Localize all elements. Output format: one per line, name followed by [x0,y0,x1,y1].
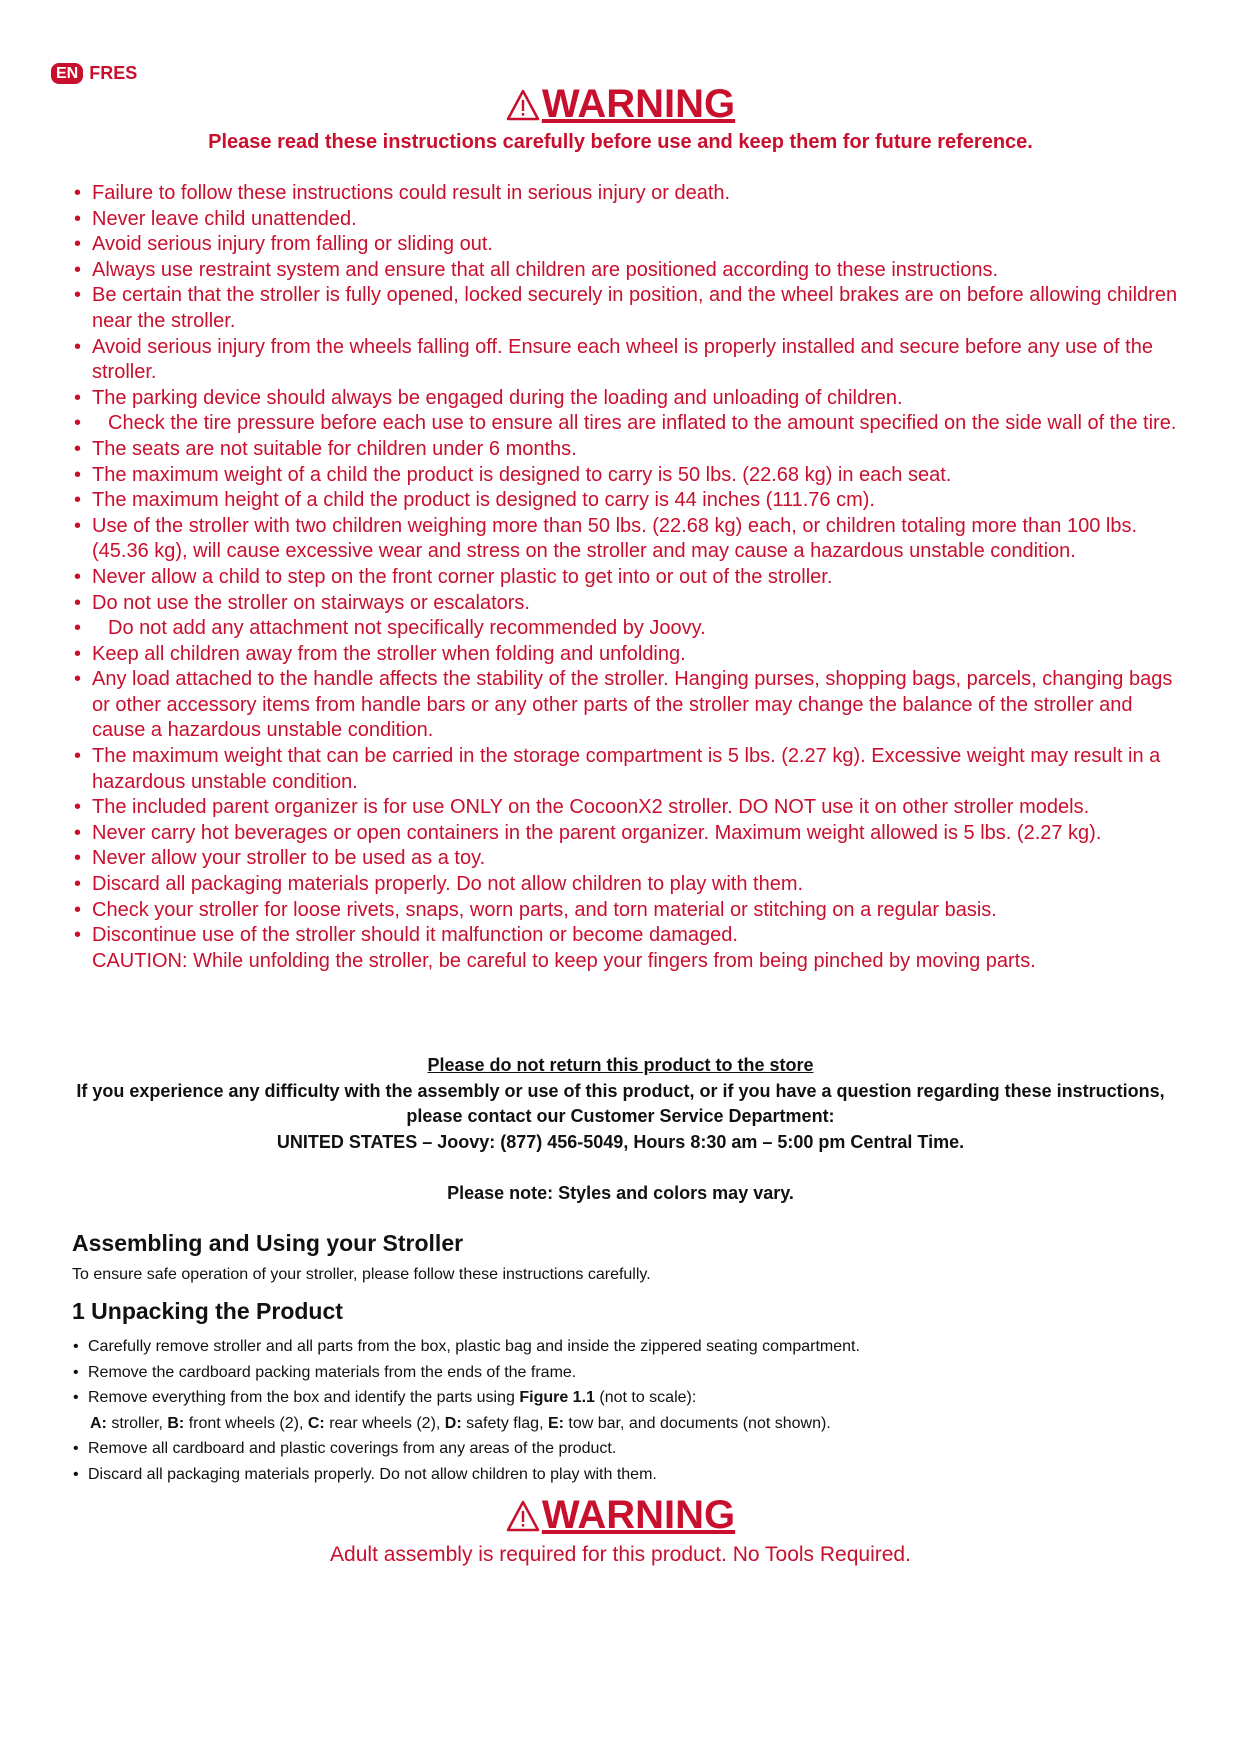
warning-item: • Never leave child unattended. [72,207,1182,233]
warning-item: CAUTION: While unfolding the stroller, be careful to keep your fingers from being pinched by moving parts. [92,949,1036,972]
part-text: rear wheels (2), [324,1414,445,1432]
item-text: Remove everything from the box and identify the parts using [88,1389,520,1407]
unpacking-list [72,1334,1172,1488]
part-text: safety flag, [461,1414,548,1432]
warning-list [72,181,1182,974]
warning-triangle-icon [506,1497,540,1541]
warning-item: • Always use restraint system and ensure that all children are positioned according to these instructions. [72,258,1182,284]
warning-item: • Avoid serious injury from the wheels falling off. Ensure each wheel is properly installed and secure before any use of the stroller. [72,335,1182,386]
warning-item: • Check the tire pressure before each use to ensure all tires are inflated to the amount specified on the side wall of the tire. [72,411,1182,437]
phone-text: UNITED STATES – Joovy: (877) 456-5049, Hours 8:30 am – 5:00 pm Central Time. [276,1131,965,1152]
warning-heading-2 [0,1493,1241,1541]
warning-item: • The included parent organizer is for use ONLY on the CocoonX2 stroller. DO NOT use it on other stroller models. [72,795,1182,821]
styles-note: Please note: Styles and colors may vary. [447,1183,794,1203]
warning-item: • The maximum height of a child the product is designed to carry is 44 inches (111.76 cm). [72,488,1182,514]
warning-item: • Never carry hot beverages or open containers in the parent organizer. Maximum weight allowed is 5 lbs. (2.27 kg). [72,821,1182,847]
part-text: stroller, [106,1414,168,1432]
warning-item: • Keep all children away from the stroller when folding and unfolding. [72,642,1182,668]
warning-item: • The parking device should always be engaged during the loading and unloading of children. [72,386,1182,412]
warning-item: • Discontinue use of the stroller should it malfunction or become damaged. [72,923,1182,949]
list-item: • Remove the cardboard packing materials from the ends of the frame. [72,1360,1172,1386]
assembling-heading: Assembling and Using your Stroller [72,1230,464,1256]
warning-item: • Any load attached to the handle affects the stability of the stroller. Hanging purses, shopping bags, parcels, changing bags or other accessory items from handle bars or any other parts of the stroller may change the balance of the stroller and cause a hazardous unstable condition. [72,667,1182,744]
list-item: • Carefully remove stroller and all parts from the box, plastic bag and inside the zippered seating compartment. [72,1334,1172,1360]
list-item: • Discard all packaging materials properly. Do not allow children to play with them. [72,1462,1172,1488]
language-other-codes: FRES [89,63,138,83]
part-key: C: [307,1414,325,1432]
part-text: tow bar, and documents (not shown). [563,1414,831,1432]
contact-text: If you experience any difficulty with the assembly or use of this product, or if you have a question regarding these instructions, please contact our Customer Service Department: [76,1080,1165,1127]
warning-item: • Be certain that the stroller is fully opened, locked securely in position, and the wheel brakes are on before allowing children near the stroller. [72,283,1182,334]
no-return-notice: Please do not return this product to the store [427,1055,814,1075]
warning-item: • Do not add any attachment not specifically recommended by Joovy. [72,616,1182,642]
warning-item: • Avoid serious injury from falling or sliding out. [72,232,1182,258]
warning-item: • The seats are not suitable for children under 6 months. [72,437,1182,463]
language-selector [51,63,137,84]
warning-item: • Use of the stroller with two children weighing more than 50 lbs. (22.68 kg) each, or children totaling more than 100 lbs. (45.36 kg), will cause excessive wear and stress on the stroller and may cause a hazardous unstable condition. [72,514,1182,565]
warning-item: • Check your stroller for loose rivets, snaps, worn parts, and torn material or stitching on a regular basis. [72,898,1182,924]
part-key: A: [90,1414,107,1432]
warning-title-2: WARNING [541,1493,736,1537]
warning-heading [0,82,1241,130]
warning-item: • Discard all packaging materials properly. Do not allow children to play with them. [72,872,1182,898]
warning-triangle-icon [506,86,540,130]
adult-assembly-notice: Adult assembly is required for this product. No Tools Required. [330,1543,911,1566]
warning-title: WARNING [541,82,736,126]
warning-item: • Never allow your stroller to be used as a toy. [72,846,1182,872]
list-item: • Remove all cardboard and plastic coverings from any areas of the product. [72,1436,1172,1462]
part-key: E: [547,1414,564,1432]
figure-ref: Figure 1.1 [519,1389,595,1407]
part-text: front wheels (2), [184,1414,308,1432]
service-block [60,1053,1181,1155]
list-item [72,1385,1172,1411]
warning-item: • Do not use the stroller on stairways or escalators. [72,591,1182,617]
warning-item: • The maximum weight that can be carried in the storage compartment is 5 lbs. (2.27 kg). Excessive weight may result in a hazardous unstable condition. [72,744,1182,795]
parts-list [72,1411,1172,1437]
part-key: D: [444,1414,462,1432]
unpacking-heading: 1 Unpacking the Product [72,1298,343,1324]
warning-subtitle: Please read these instructions carefully before use and keep them for future reference. [208,131,1033,153]
warning-item: • Failure to follow these instructions could result in serious injury or death. [72,181,1182,207]
assembling-intro: To ensure safe operation of your stroller, please follow these instructions carefully. [72,1266,651,1283]
warning-item: • The maximum weight of a child the product is designed to carry is 50 lbs. (22.68 kg) in each seat. [72,463,1182,489]
language-badge-en: EN [51,63,83,84]
item-text: (not to scale): [594,1389,697,1407]
part-key: B: [167,1414,185,1432]
warning-item: • Never allow a child to step on the front corner plastic to get into or out of the stroller. [72,565,1182,591]
